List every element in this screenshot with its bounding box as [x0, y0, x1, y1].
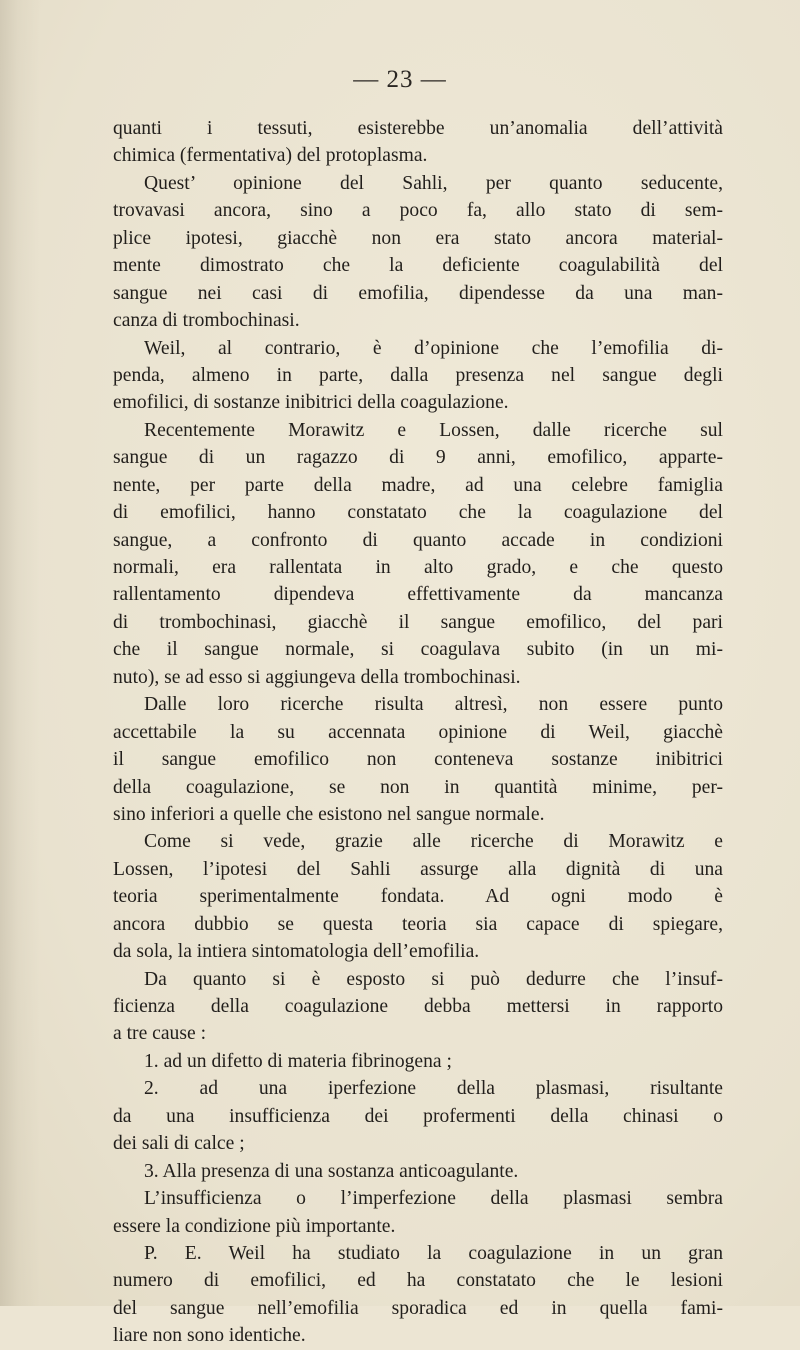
body-text: [113, 115, 723, 1350]
text-line: canza di trombochinasi.: [113, 310, 300, 332]
text-line: Dalle loro ricerche risulta altresì, non essere punto: [144, 694, 723, 716]
text-line: essere la condizione più importante.: [113, 1215, 396, 1237]
text-line: L’insufficienza o l’imperfezione della plasmasi sembra: [144, 1188, 723, 1210]
text-line: ficienza della coagulazione debba mettersi in rapporto: [113, 996, 723, 1017]
text-line: Recentemente Morawitz e Lossen, dalle ricerche sul: [144, 419, 723, 441]
text-line: 2. ad una iperfezione della plasmasi, risultante: [144, 1078, 723, 1100]
text-line: di emofilici, hanno constatato che la coagulazione del: [113, 502, 723, 524]
text-line: del sangue nell’emofilia sporadica ed in quella fami-: [113, 1297, 723, 1319]
text-line: mente dimostrato che la deficiente coagulabilità del: [113, 255, 723, 277]
text-line: nente, per parte della madre, ad una celebre famiglia: [113, 474, 723, 496]
text-line: di trombochinasi, giacchè il sangue emofilico, del pari: [113, 611, 723, 633]
text-line: liare non sono identiche.: [113, 1325, 306, 1347]
text-line: sino inferiori a quelle che esistono nel sangue normale.: [113, 803, 545, 825]
text-line: Lossen, l’ipotesi del Sahli assurge alla dignità di una: [113, 858, 723, 880]
text-line: 3. Alla presenza di una sostanza anticoagulante.: [144, 1160, 519, 1182]
text-line: Da quanto si è esposto si può dedurre che l’insuf-: [144, 968, 723, 990]
text-line: normali, era rallentata in alto grado, e che questo: [113, 557, 723, 578]
text-line: penda, almeno in parte, dalla presenza nel sangue degli: [113, 364, 723, 386]
text-line: ancora dubbio se questa teoria sia capace di spiegare,: [113, 913, 723, 935]
text-line: quanti i tessuti, esisterebbe un’anomalia dell’attività: [113, 118, 723, 139]
text-line: della coagulazione, se non in quantità minime, per-: [113, 776, 723, 798]
text-line: teoria sperimentalmente fondata. Ad ogni modo è: [113, 886, 723, 908]
text-line: chimica (fermentativa) del protoplasma.: [113, 145, 428, 167]
text-line: 1. ad un difetto di materia fibrinogena ;: [144, 1050, 452, 1072]
text-line: rallentamento dipendeva effettivamente da mancanza: [113, 584, 723, 606]
text-line: dei sali di calce ;: [113, 1133, 245, 1155]
text-line: da una insufficienza dei profermenti della chinasi o: [113, 1105, 723, 1127]
text-line: che il sangue normale, si coagulava subito (in un mi-: [113, 639, 723, 661]
text-line: nuto), se ad esso si aggiungeva della trombochinasi.: [113, 666, 521, 688]
text-line: Come si vede, grazie alle ricerche di Morawitz e: [144, 831, 723, 853]
page-number: — 23 —: [353, 66, 447, 93]
text-line: il sangue emofilico non conteneva sostanze inibitrici: [113, 749, 723, 771]
text-line: plice ipotesi, giacchè non era stato ancora material-: [113, 227, 723, 249]
text-line: Weil, al contrario, è d’opinione che l’emofilia di-: [144, 337, 723, 359]
text-line: P. E. Weil ha studiato la coagulazione in un gran: [144, 1242, 723, 1264]
text-line: da sola, la intiera sintomatologia dell’emofilia.: [113, 941, 480, 963]
text-line: accettabile la su accennata opinione di Weil, giacchè: [113, 721, 723, 743]
text-line: trovavasi ancora, sino a poco fa, allo stato di sem-: [113, 200, 723, 222]
text-line: Quest’ opinione del Sahli, per quanto seducente,: [144, 172, 723, 194]
text-line: sangue nei casi di emofilia, dipendesse da una man-: [113, 282, 723, 304]
text-line: sangue, a confronto di quanto accade in condizioni: [113, 529, 723, 551]
text-line: sangue di un ragazzo di 9 anni, emofilico, apparte-: [113, 447, 723, 469]
text-line: a tre cause :: [113, 1023, 207, 1045]
text-line: numero di emofilici, ed ha constatato che le lesioni: [113, 1270, 723, 1292]
text-line: emofilici, di sostanze inibitrici della coagulazione.: [113, 392, 509, 414]
